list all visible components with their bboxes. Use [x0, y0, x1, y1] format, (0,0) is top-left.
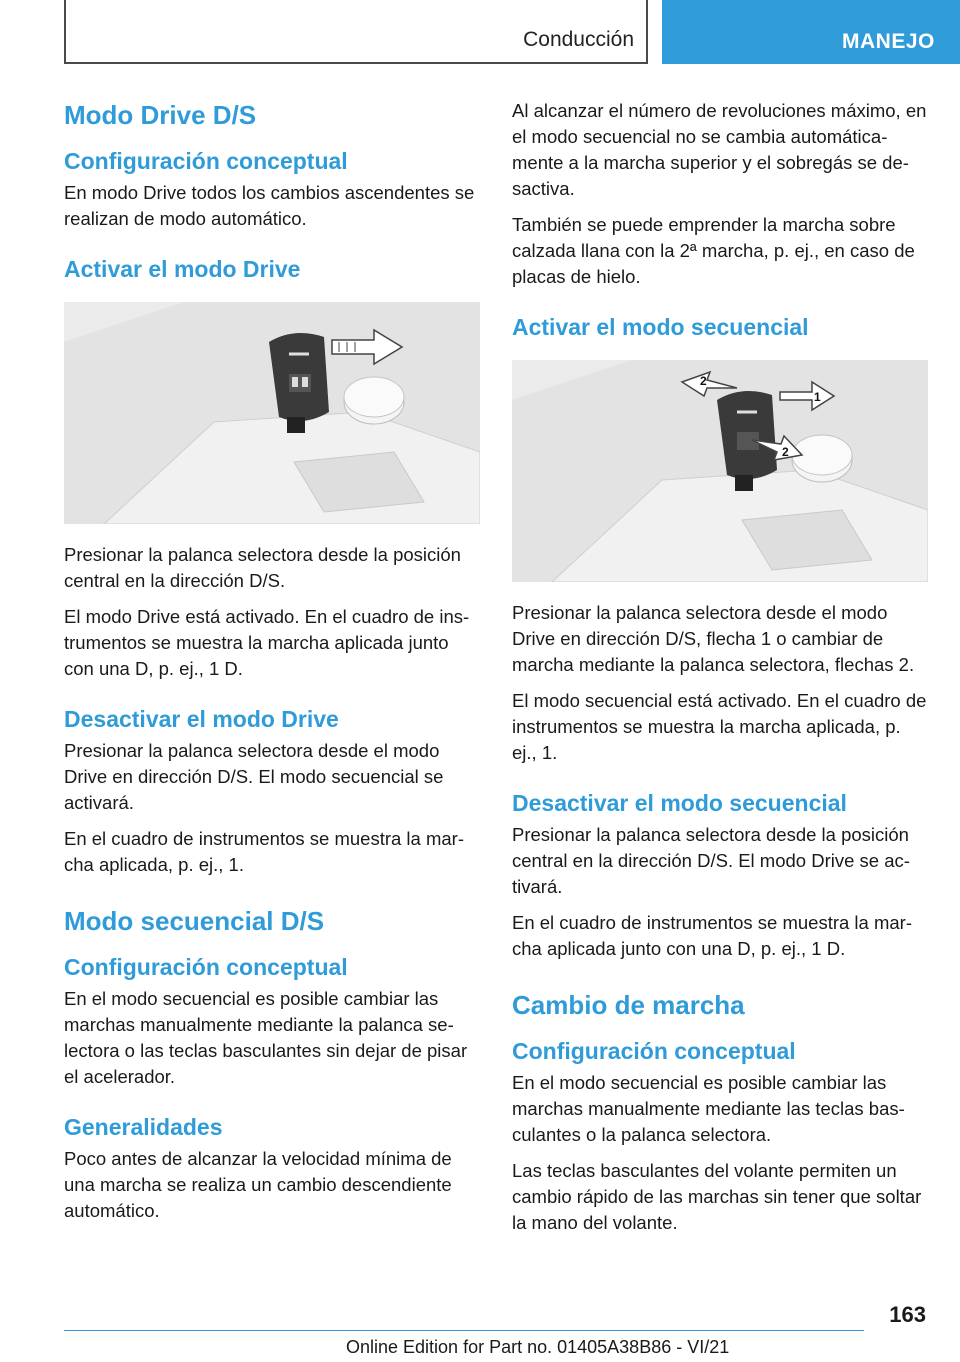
right-column [512, 98, 928, 1246]
figure-shifter-drive [64, 302, 480, 524]
text-general: Poco antes de alcanzar la velocidad mínima de una marcha se realiza un cambio descendiente automático. [64, 1148, 452, 1221]
heading-general: Generalidades [64, 1114, 223, 1140]
text-concept-sequential: En el modo secuencial es posible cambiar las marchas manualmente mediante la palanca selectora o las teclas basculantes sin dejar de pisar el acelerador. [64, 988, 468, 1087]
shifter-illustration-2 [512, 360, 928, 582]
text-activate-sequential-2: El modo secuencial está activado. En el cuadro de instrumentos se muestra la marcha aplicada, p. ej., 1. [512, 690, 927, 763]
header-chapter-label: MANEJO [842, 30, 935, 53]
text-second-gear: También se puede emprender la marcha sobre calzada llana con la 2ª marcha, p. ej., en caso de placas de hielo. [512, 214, 915, 287]
shifter-illustration-1 [64, 302, 480, 524]
heading-drive-mode: Modo Drive D/S [64, 100, 257, 130]
header-section-title: Conducción [523, 28, 634, 51]
footer-edition: Online Edition for Part no. 01405A38B86 - VI/21 [346, 1337, 730, 1357]
text-concept-drive: En modo Drive todos los cambios ascendentes se realizan de modo automático. [64, 182, 475, 229]
text-activate-drive-1: Presionar la palanca selectora desde la posición central en la dirección D/S. [64, 544, 461, 591]
header-section-box [64, 0, 648, 64]
heading-deactivate-sequential: Desactivar el modo secuencial [512, 790, 847, 816]
page-number: 163 [889, 1302, 926, 1327]
text-activate-drive-2: El modo Drive está activado. En el cuadro de instrumentos se muestra la marcha aplicada junto con una D, p. ej., 1 D. [64, 606, 470, 679]
heading-concept-sequential: Configuración conceptual [64, 954, 348, 980]
text-paddles: Las teclas basculantes del volante permiten un cambio rápido de las marchas sin tener que soltar la mano del volante. [512, 1160, 922, 1233]
footer-rule [64, 1330, 864, 1331]
figure-shifter-sequential [512, 360, 928, 582]
text-deactivate-sequential-2: En el cuadro de instrumentos se muestra la marcha aplicada junto con una D, p. ej., 1 D. [512, 912, 912, 959]
heading-activate-sequential: Activar el modo secuencial [512, 314, 809, 340]
text-max-revs: Al alcanzar el número de revoluciones máximo, en el modo secuencial no se cambia automáticamente a la marcha superior y el sobregás se desactiva. [512, 100, 927, 199]
text-concept-gear-change: En el modo secuencial es posible cambiar las marchas manualmente mediante las teclas basculantes o la palanca selectora. [512, 1072, 905, 1145]
arrow-2-up-label: 2 [700, 374, 707, 388]
text-deactivate-sequential-1: Presionar la palanca selectora desde la posición central en la dirección D/S. El modo Drive se activará. [512, 824, 910, 897]
heading-gear-change: Cambio de marcha [512, 990, 745, 1020]
left-column [64, 98, 480, 1234]
header-chapter-tab [662, 0, 960, 64]
heading-concept-gear-change: Configuración conceptual [512, 1038, 796, 1064]
heading-concept-drive: Configuración conceptual [64, 148, 348, 174]
heading-activate-drive: Activar el modo Drive [64, 256, 301, 282]
arrow-2-down-label: 2 [782, 445, 789, 459]
heading-deactivate-drive: Desactivar el modo Drive [64, 706, 339, 732]
arrow-1-label: 1 [814, 390, 821, 404]
text-deactivate-drive-2: En el cuadro de instrumentos se muestra la marcha aplicada, p. ej., 1. [64, 828, 464, 875]
text-deactivate-drive-1: Presionar la palanca selectora desde el modo Drive en dirección D/S. El modo secuencial se activará. [64, 740, 444, 813]
text-activate-sequential-1: Presionar la palanca selectora desde el modo Drive en dirección D/S, flecha 1 o cambiar de marcha mediante la palanca selectora, flechas 2. [512, 602, 915, 675]
heading-sequential-mode: Modo secuencial D/S [64, 906, 325, 936]
